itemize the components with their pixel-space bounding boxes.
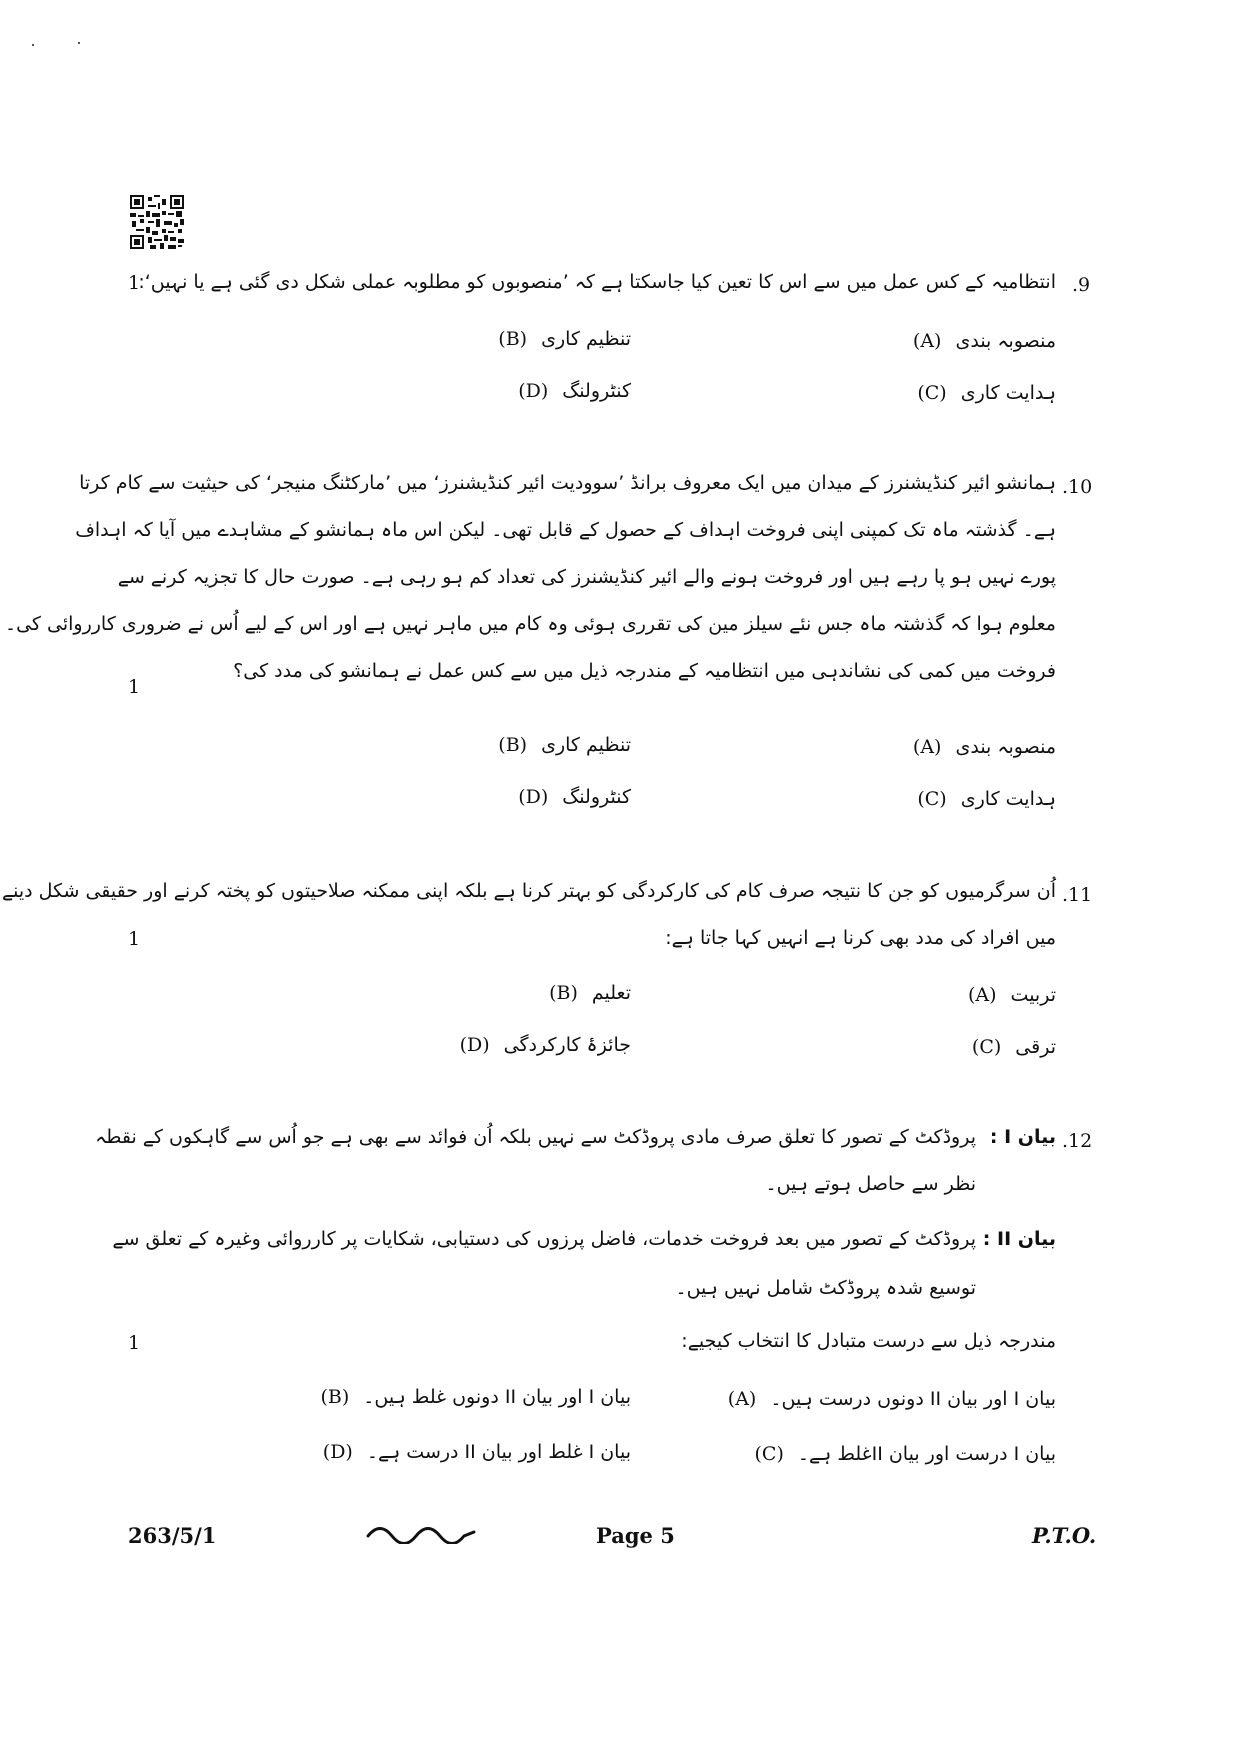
question-marks: 1 bbox=[128, 676, 141, 698]
option-text: بیان I اور بیان II دونوں درست ہیں۔ bbox=[770, 1388, 1056, 1410]
question-text: اُن سرگرمیوں کو جن کا نتیجہ صرف کام کی کارکردگی کو بہتر کرنا ہے بلکہ اپنی ممکنہ صلاحیتوں کو پختہ کرنے اور حقیقی شکل دینے bbox=[1, 880, 1056, 902]
option-text: منصوبہ بندی bbox=[955, 330, 1056, 352]
option-text: تنظیم کاری bbox=[541, 328, 631, 350]
option-d bbox=[518, 786, 631, 808]
option-text: ترقی bbox=[1015, 1036, 1056, 1058]
option-text: کنٹرولنگ bbox=[562, 380, 631, 402]
scan-speck bbox=[78, 42, 80, 44]
option-label: (D) bbox=[322, 1441, 353, 1463]
statement-2-text: پروڈکٹ کے تصور میں بعد فروخت خدمات، فاضل پرزوں کی دستیابی، شکایات پر کارروائی وغیرہ کے تعلق سے bbox=[112, 1228, 976, 1250]
option-text: کنٹرولنگ bbox=[562, 786, 631, 808]
option-label: (A) bbox=[727, 1388, 757, 1410]
option-text: بیان I اور بیان II دونوں غلط ہیں۔ bbox=[363, 1386, 631, 1408]
statement-1-text: نظر سے حاصل ہوتے ہیں۔ bbox=[765, 1173, 976, 1195]
option-d bbox=[518, 380, 631, 402]
option-c bbox=[972, 1036, 1056, 1058]
option-c bbox=[917, 382, 1056, 404]
option-label: (D) bbox=[459, 1034, 490, 1056]
question-number: .9 bbox=[1072, 274, 1091, 296]
question-text: میں افراد کی مدد بھی کرنا ہے انہیں کہا جاتا ہے: bbox=[665, 927, 1056, 949]
pto-label: P.T.O. bbox=[1032, 1523, 1097, 1548]
option-text: تعلیم bbox=[591, 982, 631, 1004]
option-label: (D) bbox=[518, 786, 549, 808]
option-a bbox=[913, 736, 1056, 758]
option-label: (B) bbox=[549, 982, 578, 1004]
option-label: (A) bbox=[912, 736, 942, 758]
question-number: .11 bbox=[1062, 884, 1093, 906]
option-label: (C) bbox=[971, 1036, 1002, 1058]
option-label: (B) bbox=[320, 1386, 350, 1408]
option-text: جائزۂ کارکردگی bbox=[503, 1034, 631, 1056]
statement-1-label: بیان I : bbox=[989, 1126, 1056, 1148]
scan-speck bbox=[32, 44, 34, 46]
option-a bbox=[913, 330, 1056, 352]
option-d bbox=[323, 1441, 631, 1463]
option-b bbox=[549, 982, 631, 1004]
statement-2-label: بیان II : bbox=[982, 1228, 1056, 1250]
option-label: (A) bbox=[912, 330, 942, 352]
option-label: (B) bbox=[498, 734, 528, 756]
option-a bbox=[968, 984, 1056, 1006]
option-d bbox=[460, 1034, 631, 1056]
option-label: (B) bbox=[498, 328, 528, 350]
option-b bbox=[321, 1386, 632, 1408]
option-a bbox=[728, 1388, 1056, 1410]
question-number: .10 bbox=[1062, 476, 1093, 498]
option-label: (D) bbox=[518, 380, 549, 402]
statement-1-text: پروڈکٹ کے تصور کا تعلق صرف مادی پروڈکٹ سے نہیں بلکہ اُن فوائد سے بھی ہے جو اُس سے گاہکوں کے نقطہ bbox=[95, 1126, 976, 1148]
paper-code: 263/5/1 bbox=[128, 1523, 217, 1548]
option-text: تربیت bbox=[1010, 984, 1056, 1006]
option-label: (C) bbox=[917, 382, 947, 404]
question-text: فروخت میں کمی کی نشاندہی میں انتظامیہ کے مندرجہ ذیل میں سے کس عمل نے ہمانشو کی مدد کی؟ bbox=[233, 660, 1056, 682]
page-number: Page 5 bbox=[596, 1523, 675, 1548]
qr-code-icon bbox=[130, 195, 184, 249]
question-text: ہے۔ گذشتہ ماہ تک کمپنی اپنی فروخت اہداف کے حصول کے قابل تھی۔ لیکن اس ماہ ہمانشو کے مشاہدے میں آیا کہ اہداف bbox=[75, 519, 1056, 541]
statement-2-text: توسیع شدہ پروڈکٹ شامل نہیں ہیں۔ bbox=[675, 1277, 976, 1299]
option-c bbox=[755, 1443, 1056, 1465]
option-c bbox=[917, 788, 1056, 810]
option-text: ہدایت کاری bbox=[960, 788, 1056, 810]
question-text: معلوم ہوا کہ گذشتہ ماہ جس نئے سیلز مین کی تقرری ہوئی وہ کام میں ماہر نہیں ہے اور اس کے لیے اُس نے ضروری کارروائی کی۔ bbox=[4, 613, 1056, 635]
option-label: (A) bbox=[968, 984, 997, 1006]
option-label: (C) bbox=[917, 788, 947, 810]
question-text: ہمانشو ائیر کنڈیشنرز کے میدان میں ایک معروف برانڈ ’سوودیت ائیر کنڈیشنرز‘ میں ’مارکٹنگ منیجر‘ کی حیثیت سے کام کرتا bbox=[79, 472, 1056, 494]
option-b bbox=[498, 734, 631, 756]
instruction-text: مندرجہ ذیل سے درست متبادل کا انتخاب کیجیے: bbox=[681, 1330, 1056, 1352]
question-marks: 1 bbox=[128, 1332, 141, 1354]
question-text: پورے نہیں ہو پا رہے ہیں اور فروخت ہونے والے ائیر کنڈیشنرز کی تعداد کم ہو رہی ہے۔ صورت حال کا تجزیہ کرنے سے bbox=[117, 566, 1056, 588]
question-text: انتظامیہ کے کس عمل میں سے اس کا تعین کیا جاسکتا ہے کہ ’منصوبوں کو مطلوبہ عملی شکل دی گئی ہے یا نہیں‘: bbox=[138, 271, 1056, 293]
option-label: (C) bbox=[754, 1443, 784, 1465]
question-marks: 1 bbox=[128, 928, 141, 950]
option-b bbox=[498, 328, 631, 350]
option-text: ہدایت کاری bbox=[960, 382, 1056, 404]
question-marks: 1 bbox=[128, 272, 141, 294]
option-text: منصوبہ بندی bbox=[955, 736, 1056, 758]
question-number: .12 bbox=[1062, 1130, 1093, 1152]
wave-squiggle-icon bbox=[366, 1524, 476, 1548]
option-text: بیان I غلط اور بیان II درست ہے۔ bbox=[366, 1441, 631, 1463]
option-text: بیان I درست اور بیان IIغلط ہے۔ bbox=[797, 1443, 1056, 1465]
option-text: تنظیم کاری bbox=[541, 734, 631, 756]
